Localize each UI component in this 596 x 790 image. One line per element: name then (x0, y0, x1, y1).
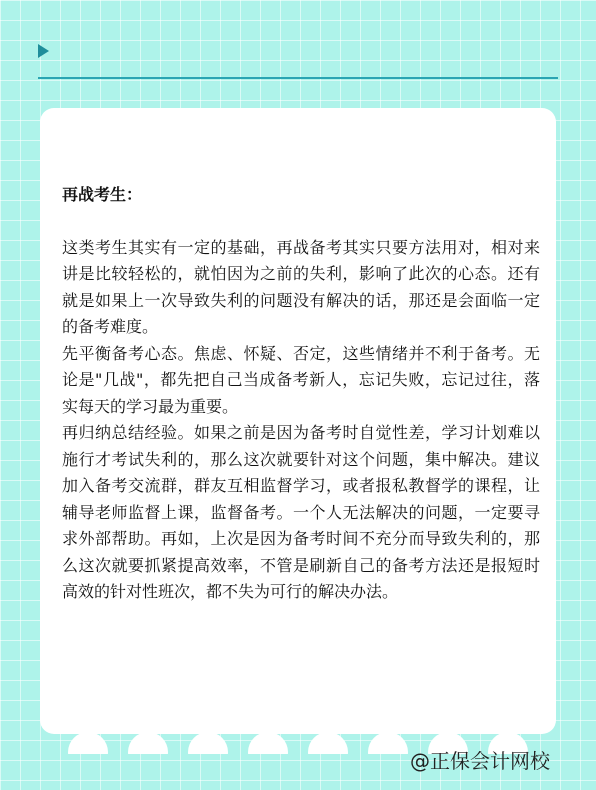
header-arrow-icon (38, 44, 49, 58)
scallop-decoration (308, 732, 348, 754)
article-title: 再战考生： (62, 185, 143, 204)
article-paragraph: 先平衡备考心态。焦虑、怀疑、否定，这些情绪并不利于备考。无论是"几战"，都先把自己当成备考新人，忘记失败，忘记过往，落实每天的学习最为重要。 (62, 343, 540, 416)
scallop-decoration (128, 732, 168, 754)
article-body (62, 182, 540, 606)
article-paragraph: 再归纳总结经验。如果之前是因为备考时自觉性差，学习计划难以施行才考试失利的，那么这次就要针对这个问题，集中解决。建议加入备考交流群，群友互相监督学习，或者报私教督学的课程，让辅导老师监督上课，监督备考。一个人无法解决的问题，一定要寻求外部帮助。再如，上次是因为备考时间不充分而导致失利的，那么这次就要抓紧提高效率，不管是刷新自己的备考方法还是报短时高效的针对性班次，都不失为可行的解决办法。 (62, 423, 540, 601)
scallop-decoration (368, 732, 408, 754)
scallop-decoration (248, 732, 288, 754)
brand-watermark: @正保会计网校 (410, 749, 550, 773)
article-paragraph: 这类考生其实有一定的基础，再战备考其实只要方法用对，相对来讲是比较轻松的，就怕因为之前的失利，影响了此次的心态。还有就是如果上一次导致失利的问题没有解决的话，那还是会面临一定的备考难度。 (62, 237, 540, 336)
header-divider (38, 77, 558, 79)
scallop-decoration (68, 732, 108, 754)
content-card (40, 108, 556, 734)
scallop-decoration (188, 732, 228, 754)
